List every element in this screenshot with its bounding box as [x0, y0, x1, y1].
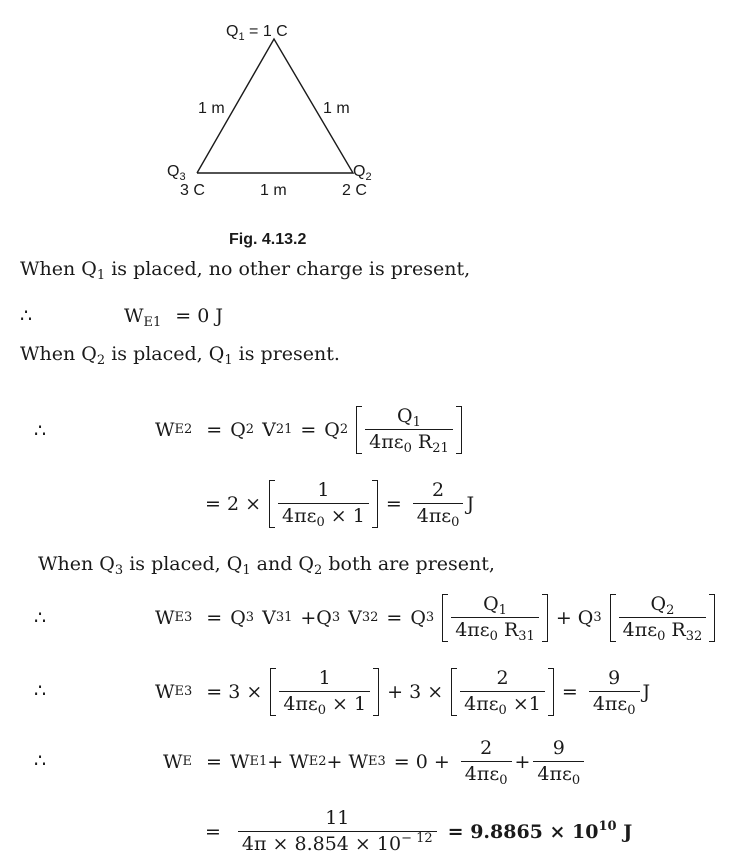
equation-we3: W E3 = Q 3 V 31 +Q 3 V 32 = Q 3 $\frac{Q_1}{4\pi\varepsilon_0 R_{31}}$ + Q 3 $\frac{Q_2}{4\pi\varepsilon_0 R_{32}}$: [155, 590, 715, 646]
figure-caption: Fig. 4.13.2: [229, 231, 307, 248]
charge-triangle-diagram: [160, 14, 400, 204]
text-line-2: When $Q_2$ is placed, $Q_1$ is present.: [20, 343, 340, 368]
equation-we-total: W E = W E1 + W E2 + W E3 = 0 + $\frac{2}{4\pi\varepsilon_0}$ + $\frac{9}{4\pi\varepsilon_0}$: [163, 734, 587, 790]
bracket-eq2: $\frac{Q_1}{4\pi\varepsilon_0 R_{21}}$: [356, 406, 462, 454]
side-bottom-label: 1 m: [260, 182, 287, 199]
bracket-eq4-a: $\frac{1}{4\pi\varepsilon_0 \times 1}$: [270, 668, 379, 716]
therefore-1: ∴: [20, 305, 33, 327]
therefore-3: ∴: [34, 607, 47, 629]
equation-we2-result: = 2 × $\frac{1}{4\pi\varepsilon_0 \times 1}$ = $\frac{2}{4\pi\varepsilon_0}$ J: [205, 479, 475, 530]
triangle-figure: [160, 14, 400, 204]
q2-value: 2 C: [342, 182, 367, 199]
equation-we2: W E2 = Q 2 V 21 = Q 2 $\frac{Q_1}{4\pi\varepsilon_0 R_{21}}$: [155, 402, 462, 458]
q2-label: $Q_2$: [353, 163, 372, 183]
equation-we3-result: W E3 = 3 × $\frac{1}{4\pi\varepsilon_0 \times 1}$ + 3 × $\frac{2}{4\pi\varepsilon_0 \times 1}$ = $\frac{9}{4\pi\varepsilon_0}$ J: [155, 667, 651, 718]
text-line-1: When $Q_1$ is placed, no other charge is present,: [20, 258, 471, 283]
bracket-eq3-b: $\frac{Q_2}{4\pi\varepsilon_0 R_{32}}$: [610, 594, 716, 642]
bracket-eq3-a: $\frac{Q_1}{4\pi\varepsilon_0 R_{31}}$: [442, 594, 548, 642]
equation-we1: $W_{E1} = 0$ J: [124, 305, 224, 330]
q3-label: $Q_3$: [167, 163, 186, 183]
q1-label: $Q_1 = 1$ C: [226, 23, 288, 43]
therefore-2: ∴: [34, 420, 47, 442]
bracket-eq2b: $\frac{1}{4\pi\varepsilon_0 \times 1}$: [269, 480, 378, 528]
text-line-3: When $Q_3$ is placed, $Q_1$ and $Q_2$ both are present,: [38, 553, 495, 578]
therefore-4: ∴: [34, 680, 47, 702]
therefore-5: ∴: [34, 750, 47, 772]
side-left-label: 1 m: [198, 100, 225, 117]
side-right-label: 1 m: [323, 100, 350, 117]
q3-value: 3 C: [180, 182, 205, 199]
equation-final-result: = $\frac{11}{4\pi \times 8.854 \times 10^{- 12}}$ = $9.8865 \times 10^{10}$ J: [205, 807, 633, 855]
bracket-eq4-b: $\frac{2}{4\pi\varepsilon_0 \times 1}$: [451, 668, 554, 716]
